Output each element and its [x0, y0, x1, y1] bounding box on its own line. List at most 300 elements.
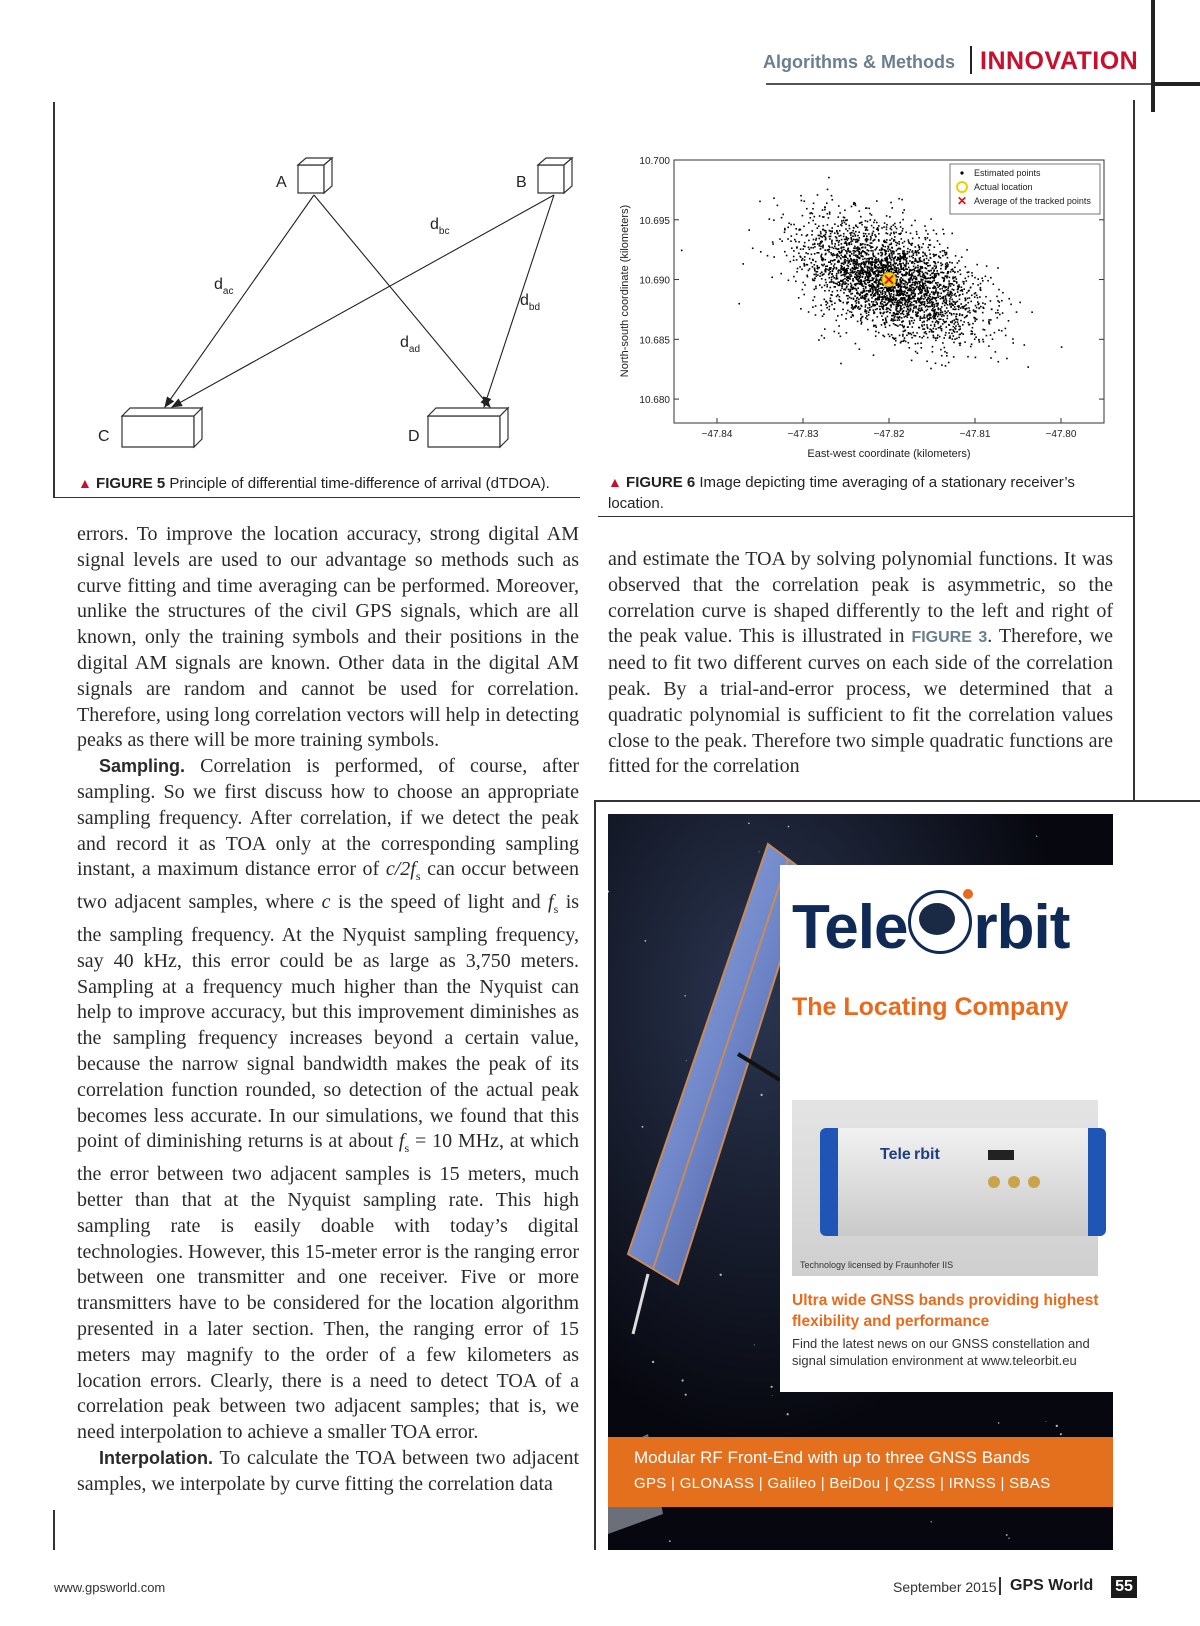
estimated-point: [829, 261, 831, 263]
estimated-point: [902, 334, 904, 336]
estimated-point: [974, 338, 976, 340]
estimated-point: [856, 259, 858, 261]
estimated-point: [930, 274, 932, 276]
estimated-point: [897, 292, 899, 294]
estimated-point: [791, 235, 793, 237]
estimated-point: [866, 253, 868, 255]
estimated-point: [866, 290, 868, 292]
star: [1036, 836, 1037, 837]
estimated-point: [937, 273, 939, 275]
estimated-point: [913, 304, 915, 306]
estimated-point: [893, 253, 895, 255]
estimated-point: [1005, 335, 1007, 337]
estimated-point: [866, 227, 868, 229]
estimated-point: [827, 284, 829, 286]
estimated-point: [899, 255, 901, 257]
department-title: INNOVATION: [980, 47, 1139, 75]
estimated-point: [977, 284, 979, 286]
estimated-point: [978, 339, 980, 341]
estimated-point: [917, 315, 919, 317]
estimated-point: [867, 239, 869, 241]
estimated-point: [919, 281, 921, 283]
estimated-point: [940, 314, 942, 316]
estimated-point: [781, 240, 783, 242]
estimated-point: [940, 328, 942, 330]
estimated-point: [860, 270, 862, 272]
estimated-point: [917, 265, 919, 267]
estimated-point: [841, 250, 843, 252]
estimated-point: [891, 299, 893, 301]
estimated-point: [892, 337, 894, 339]
estimated-point: [977, 304, 979, 306]
estimated-point: [990, 277, 992, 279]
estimated-point: [773, 219, 775, 221]
estimated-point: [848, 248, 850, 250]
estimated-point: [852, 287, 854, 289]
estimated-point: [837, 290, 839, 292]
estimated-point: [932, 346, 934, 348]
estimated-point: [914, 288, 916, 290]
estimated-point: [889, 239, 891, 241]
estimated-point: [895, 340, 897, 342]
estimated-point: [959, 299, 961, 301]
estimated-point: [880, 272, 882, 274]
estimated-point: [844, 256, 846, 258]
estimated-point: [911, 287, 913, 289]
estimated-point: [983, 341, 985, 343]
estimated-point: [847, 298, 849, 300]
estimated-point: [897, 284, 899, 286]
ad-band-title: Modular RF Front-End with up to three GNSS Bands: [634, 1448, 1030, 1467]
estimated-point: [859, 348, 861, 350]
estimated-point: [793, 276, 795, 278]
estimated-point: [846, 303, 848, 305]
estimated-point: [887, 246, 889, 248]
estimated-point: [795, 228, 797, 230]
estimated-point: [846, 244, 848, 246]
estimated-point: [967, 302, 969, 304]
estimated-point: [798, 253, 800, 255]
estimated-point: [951, 314, 953, 316]
estimated-point: [917, 267, 919, 269]
figure-reference[interactable]: FIGURE 3: [911, 629, 988, 647]
ad-news-text[interactable]: Find the latest news on our GNSS constellation and signal simulation environment at www.teleorbit.eu: [792, 1336, 1090, 1368]
estimated-point: [957, 321, 959, 323]
estimated-point: [940, 310, 942, 312]
estimated-point: [872, 269, 874, 271]
estimated-point: [813, 203, 815, 205]
estimated-point: [985, 276, 987, 278]
estimated-point: [866, 315, 868, 317]
estimated-point: [892, 247, 894, 249]
estimated-point: [982, 339, 984, 341]
star: [771, 1386, 773, 1388]
estimated-point: [831, 273, 833, 275]
estimated-point: [845, 262, 847, 264]
estimated-point: [982, 320, 984, 322]
estimated-point: [974, 320, 976, 322]
estimated-point: [905, 268, 907, 270]
estimated-point: [936, 337, 938, 339]
estimated-point: [864, 252, 866, 254]
estimated-point: [815, 314, 817, 316]
estimated-point: [976, 307, 978, 309]
estimated-point: [917, 270, 919, 272]
estimated-point: [962, 324, 964, 326]
estimated-point: [941, 364, 943, 366]
estimated-point: [885, 304, 887, 306]
estimated-point: [1061, 346, 1063, 348]
estimated-point: [900, 264, 902, 266]
node-a: [298, 158, 332, 193]
estimated-point: [894, 315, 896, 317]
estimated-point: [938, 255, 940, 257]
estimated-point: [958, 305, 960, 307]
estimated-point: [884, 302, 886, 304]
estimated-point: [842, 263, 844, 265]
estimated-point: [916, 231, 918, 233]
estimated-point: [871, 265, 873, 267]
estimated-point: [850, 293, 852, 295]
estimated-point: [869, 269, 871, 271]
estimated-point: [830, 298, 832, 300]
estimated-point: [927, 318, 929, 320]
estimated-point: [875, 331, 877, 333]
estimated-point: [911, 304, 913, 306]
estimated-point: [949, 277, 951, 279]
estimated-point: [929, 319, 931, 321]
estimated-point: [932, 296, 934, 298]
estimated-point: [848, 242, 850, 244]
estimated-point: [867, 277, 869, 279]
x-tick-label: −47.80: [1045, 429, 1077, 440]
estimated-point: [951, 304, 953, 306]
estimated-point: [921, 247, 923, 249]
estimated-point: [868, 261, 870, 263]
estimated-point: [867, 221, 869, 223]
caption-triangle-icon: ▲: [78, 475, 92, 491]
estimated-point: [929, 313, 931, 315]
estimated-point: [840, 265, 842, 267]
estimated-point: [946, 252, 948, 254]
estimated-point: [911, 337, 913, 339]
estimated-point: [906, 284, 908, 286]
estimated-point: [853, 227, 855, 229]
estimated-point: [804, 256, 806, 258]
estimated-point: [841, 243, 843, 245]
estimated-point: [848, 273, 850, 275]
y-tick-label: 10.695: [639, 215, 670, 227]
estimated-point: [930, 314, 932, 316]
estimated-point: [889, 296, 891, 298]
estimated-point: [786, 255, 788, 257]
estimated-point: [949, 298, 951, 300]
estimated-point: [924, 253, 926, 255]
estimated-point: [888, 292, 890, 294]
estimated-point: [836, 273, 838, 275]
estimated-point: [963, 281, 965, 283]
estimated-point: [836, 240, 838, 242]
estimated-point: [891, 253, 893, 255]
estimated-point: [912, 238, 914, 240]
estimated-point: [829, 246, 831, 248]
estimated-point: [861, 283, 863, 285]
estimated-point: [886, 298, 888, 300]
estimated-point: [843, 279, 845, 281]
estimated-point: [814, 289, 816, 291]
estimated-point: [812, 259, 814, 261]
estimated-point: [1010, 304, 1012, 306]
estimated-point: [899, 272, 901, 274]
estimated-point: [833, 282, 835, 284]
estimated-point: [957, 271, 959, 273]
star: [931, 1521, 932, 1522]
estimated-point: [912, 293, 914, 295]
estimated-point: [830, 267, 832, 269]
estimated-point: [915, 343, 917, 345]
estimated-point: [854, 288, 856, 290]
estimated-point: [865, 301, 867, 303]
estimated-point: [855, 285, 857, 287]
usb-port-icon: [988, 1150, 1014, 1160]
estimated-point: [901, 199, 903, 201]
estimated-point: [941, 306, 943, 308]
estimated-point: [829, 268, 831, 270]
estimated-point: [834, 277, 836, 279]
estimated-point: [949, 301, 951, 303]
estimated-point: [810, 217, 812, 219]
legend-item-average: Average of the tracked points: [974, 196, 1091, 206]
estimated-point: [944, 250, 946, 252]
estimated-point: [852, 315, 854, 317]
estimated-point: [982, 312, 984, 314]
estimated-point: [922, 255, 924, 257]
estimated-point: [899, 299, 901, 301]
estimated-point: [878, 233, 880, 235]
estimated-point: [954, 331, 956, 333]
estimated-point: [890, 232, 892, 234]
section-title: Algorithms & Methods: [763, 52, 955, 72]
edge-mark-vertical: [1151, 0, 1155, 112]
estimated-point: [923, 277, 925, 279]
estimated-point: [838, 272, 840, 274]
estimated-point: [911, 302, 913, 304]
estimated-point: [869, 273, 871, 275]
estimated-point: [829, 249, 831, 251]
estimated-point: [865, 276, 867, 278]
estimated-point: [898, 295, 900, 297]
star: [1006, 1534, 1008, 1536]
estimated-point: [950, 271, 952, 273]
estimated-point: [916, 332, 918, 334]
estimated-point: [834, 286, 836, 288]
estimated-point: [890, 250, 892, 252]
estimated-point: [938, 327, 940, 329]
estimated-point: [943, 281, 945, 283]
estimated-point: [997, 267, 999, 269]
estimated-point: [923, 295, 925, 297]
estimated-point: [936, 233, 938, 235]
estimated-point: [821, 264, 823, 266]
estimated-point: [909, 269, 911, 271]
estimated-point: [885, 251, 887, 253]
estimated-point: [825, 237, 827, 239]
footer-url[interactable]: www.gpsworld.com: [54, 1580, 166, 1595]
estimated-point: [821, 257, 823, 259]
estimated-point: [830, 260, 832, 262]
estimated-point: [870, 262, 872, 264]
estimated-point: [914, 263, 916, 265]
estimated-point: [868, 312, 870, 314]
estimated-point: [906, 261, 908, 263]
label-d-ac: $d_{ac}$: [214, 276, 234, 297]
estimated-point: [767, 255, 769, 257]
estimated-point: [927, 320, 929, 322]
estimated-point: [820, 246, 822, 248]
estimated-point: [968, 322, 970, 324]
estimated-point: [999, 301, 1001, 303]
estimated-point: [902, 340, 904, 342]
estimated-point: [823, 225, 825, 227]
estimated-point: [831, 263, 833, 265]
estimated-point: [938, 285, 940, 287]
estimated-point: [986, 335, 988, 337]
estimated-point: [900, 288, 902, 290]
estimated-point: [777, 205, 779, 207]
estimated-point: [928, 302, 930, 304]
estimated-point: [876, 299, 878, 301]
estimated-point: [977, 297, 979, 299]
estimated-point: [935, 283, 937, 285]
estimated-point: [881, 306, 883, 308]
estimated-point: [840, 268, 842, 270]
estimated-point: [827, 224, 829, 226]
estimated-point: [991, 309, 993, 311]
estimated-point: [848, 289, 850, 291]
estimated-point: [887, 267, 889, 269]
frame-left-line: [53, 102, 55, 497]
estimated-point: [851, 307, 853, 309]
estimated-point: [888, 334, 890, 336]
estimated-point: [850, 290, 852, 292]
estimated-point: [888, 269, 890, 271]
footer-separator: [999, 1577, 1001, 1595]
estimated-point: [858, 272, 860, 274]
estimated-point: [897, 302, 899, 304]
estimated-point: [902, 219, 904, 221]
estimated-point: [894, 267, 896, 269]
estimated-point: [822, 247, 824, 249]
estimated-point: [912, 296, 914, 298]
estimated-point: [1002, 312, 1004, 314]
estimated-point: [945, 365, 947, 367]
estimated-point: [900, 302, 902, 304]
estimated-point: [883, 226, 885, 228]
estimated-point: [838, 256, 840, 258]
estimated-point: [925, 285, 927, 287]
estimated-point: [835, 236, 837, 238]
estimated-point: [834, 254, 836, 256]
estimated-point: [824, 207, 826, 209]
estimated-point: [922, 276, 924, 278]
estimated-point: [831, 227, 833, 229]
estimated-point: [895, 298, 897, 300]
estimated-point: [860, 222, 862, 224]
estimated-point: [829, 282, 831, 284]
estimated-point: [883, 289, 885, 291]
estimated-point: [798, 241, 800, 243]
estimated-point: [907, 251, 909, 253]
estimated-point: [923, 316, 925, 318]
estimated-point: [993, 283, 995, 285]
estimated-point: [929, 265, 931, 267]
estimated-point: [840, 280, 842, 282]
estimated-point: [886, 307, 888, 309]
estimated-point: [932, 308, 934, 310]
estimated-point: [911, 225, 913, 227]
estimated-point: [822, 315, 824, 317]
estimated-point: [827, 213, 829, 215]
estimated-point: [891, 226, 893, 228]
estimated-point: [871, 214, 873, 216]
estimated-point: [957, 319, 959, 321]
estimated-point: [828, 251, 830, 253]
estimated-point: [871, 301, 873, 303]
estimated-point: [943, 272, 945, 274]
estimated-point: [834, 246, 836, 248]
estimated-point: [950, 306, 952, 308]
estimated-point: [924, 332, 926, 334]
estimated-point: [846, 287, 848, 289]
estimated-point: [899, 335, 901, 337]
estimated-point: [817, 194, 819, 196]
estimated-point: [860, 264, 862, 266]
estimated-point: [941, 316, 943, 318]
estimated-point: [845, 228, 847, 230]
estimated-point: [965, 309, 967, 311]
estimated-point: [926, 333, 928, 335]
estimated-point: [918, 252, 920, 254]
estimated-point: [922, 322, 924, 324]
estimated-point: [814, 253, 816, 255]
estimated-point: [927, 290, 929, 292]
estimated-point: [927, 309, 929, 311]
estimated-point: [925, 289, 927, 291]
estimated-point: [959, 294, 961, 296]
estimated-point: [940, 262, 942, 264]
estimated-point: [912, 317, 914, 319]
estimated-point: [845, 223, 847, 225]
estimated-point: [876, 266, 878, 268]
estimated-point: [929, 329, 931, 331]
estimated-point: [890, 202, 892, 204]
estimated-point: [950, 283, 952, 285]
estimated-point: [957, 301, 959, 303]
rf-frontend-device: [820, 1128, 1106, 1236]
estimated-point: [931, 304, 933, 306]
estimated-point: [822, 229, 824, 231]
estimated-point: [840, 363, 842, 365]
estimated-point: [867, 319, 869, 321]
estimated-point: [951, 299, 953, 301]
estimated-point: [865, 262, 867, 264]
estimated-point: [870, 239, 872, 241]
estimated-point: [916, 302, 918, 304]
node-b: [538, 158, 572, 193]
estimated-point: [902, 253, 904, 255]
estimated-point: [927, 237, 929, 239]
estimated-point: [895, 242, 897, 244]
